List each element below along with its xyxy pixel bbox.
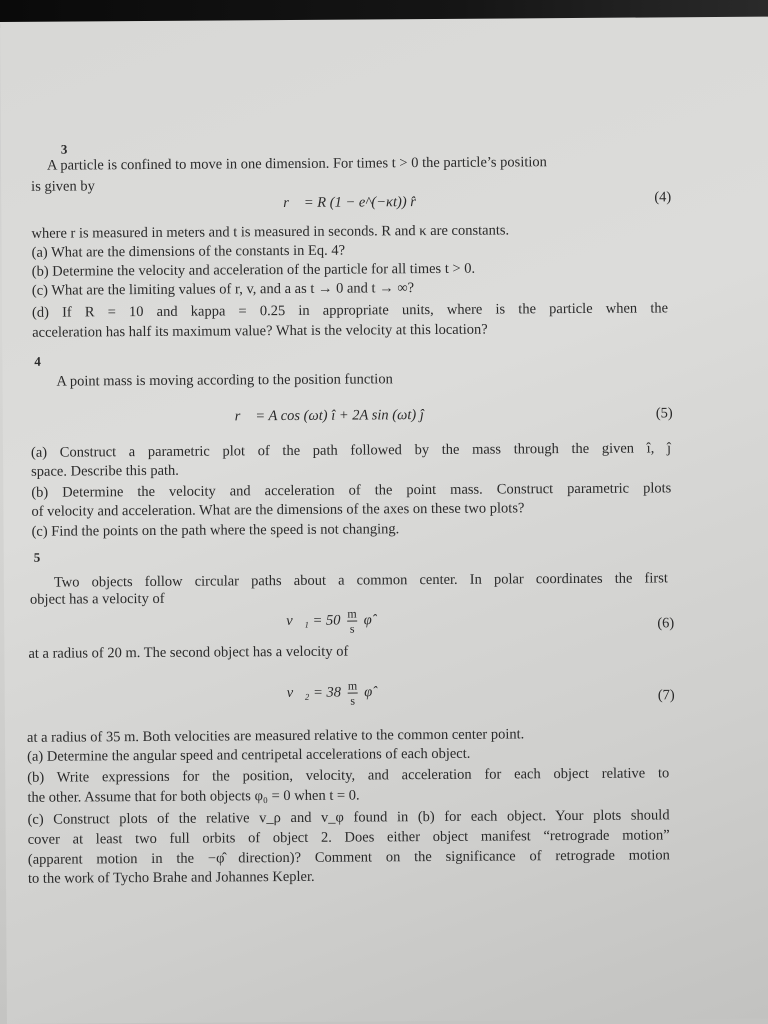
units-fraction: [347, 608, 357, 635]
eq6-lhs: v⃗₁ = 50: [286, 612, 341, 629]
document-page: [0, 17, 768, 1024]
text-line: object has a velocity of: [29, 590, 165, 608]
text-line: to the work of Tycho Brahe and Johannes Kepler.: [27, 868, 315, 887]
units-numerator: m: [347, 678, 358, 693]
text-line: (c) Find the points on the path where the speed is not changing.: [31, 521, 400, 540]
text-line: A particle is confined to move in one dimension. For times t > 0 the particle’s position: [46, 154, 547, 174]
eq7-unit-vector: φ̂: [364, 684, 373, 701]
text-line: (c) Construct plots of the relative v_ρ and v_φ found in (b) for each object. Your plots should: [27, 807, 670, 828]
text-line: at a radius of 35 m. Both velocities are measured relative to the common center point.: [26, 726, 525, 746]
equation-number: (4): [654, 189, 672, 206]
problem-5-number: 5: [33, 549, 41, 565]
text-line: acceleration has half its maximum value? What is the velocity at this location?: [32, 321, 488, 341]
equation-6: [286, 607, 372, 635]
text-line: (a) Determine the angular speed and centripetal accelerations of each object.: [27, 745, 471, 765]
text-line: (a) What are the dimensions of the constants in Eq. 4?: [31, 242, 346, 261]
equation-5: r⃗ = A cos (ωt) î + 2A sin (ωt) ĵ: [234, 407, 424, 425]
text-line: cover at least two full orbits of object 2. Does either object manifest “retrograde motion”: [27, 827, 670, 848]
text-line: (a) Construct a parametric plot of the path followed by the mass through the given î, ĵ: [30, 440, 672, 461]
eq7-lhs: v⃗₂ = 38: [286, 684, 342, 701]
text-line: A point mass is moving according to the position function: [56, 371, 393, 390]
problem-3-number: 3: [60, 141, 68, 157]
equation-4: r⃗ = R (1 − e^(−κt)) r̂: [283, 194, 416, 212]
text-line: of velocity and acceleration. What are the dimensions of the axes on these two plots?: [31, 500, 525, 520]
text-line: (b) Write expressions for the position, velocity, and acceleration for each object relative to: [27, 765, 670, 786]
text-line: (apparent motion in the −φ̂ direction)? Comment on the significance of retrograde motion: [27, 847, 670, 868]
text-line: the other. Assume that for both objects φ₀ = 0 when t = 0.: [27, 787, 360, 806]
units-fraction: [348, 680, 358, 707]
text-line: (d) If R = 10 and kappa = 0.25 in appropriate units, where is the particle when the: [31, 300, 669, 321]
equation-7: [287, 679, 373, 707]
text-line: (b) Determine the velocity and acceleration of the point mass. Construct parametric plots: [31, 480, 672, 501]
text-line: (c) What are the limiting values of r, v, and a as t → 0 and t → ∞?: [31, 280, 415, 299]
text-line: at a radius of 20 m. The second object has a velocity of: [28, 643, 349, 662]
eq6-unit-vector: φ̂: [363, 612, 372, 629]
units-numerator: m: [347, 606, 357, 621]
text-line: Two objects follow circular paths about a common center. In polar coordinates the first: [53, 570, 668, 591]
equation-number: (7): [657, 687, 675, 704]
text-line: where r is measured in meters and t is measured in seconds. R and κ are constants.: [31, 222, 510, 242]
equation-number: (6): [657, 615, 675, 632]
problem-4-number: 4: [34, 353, 41, 369]
text-line: space. Describe this path.: [31, 462, 179, 480]
units-denominator: s: [349, 621, 355, 636]
units-denominator: s: [350, 693, 356, 708]
equation-number: (5): [655, 405, 673, 422]
text-line: (b) Determine the velocity and acceleration of the particle for all times t > 0.: [31, 260, 476, 280]
text-line: is given by: [31, 178, 95, 195]
